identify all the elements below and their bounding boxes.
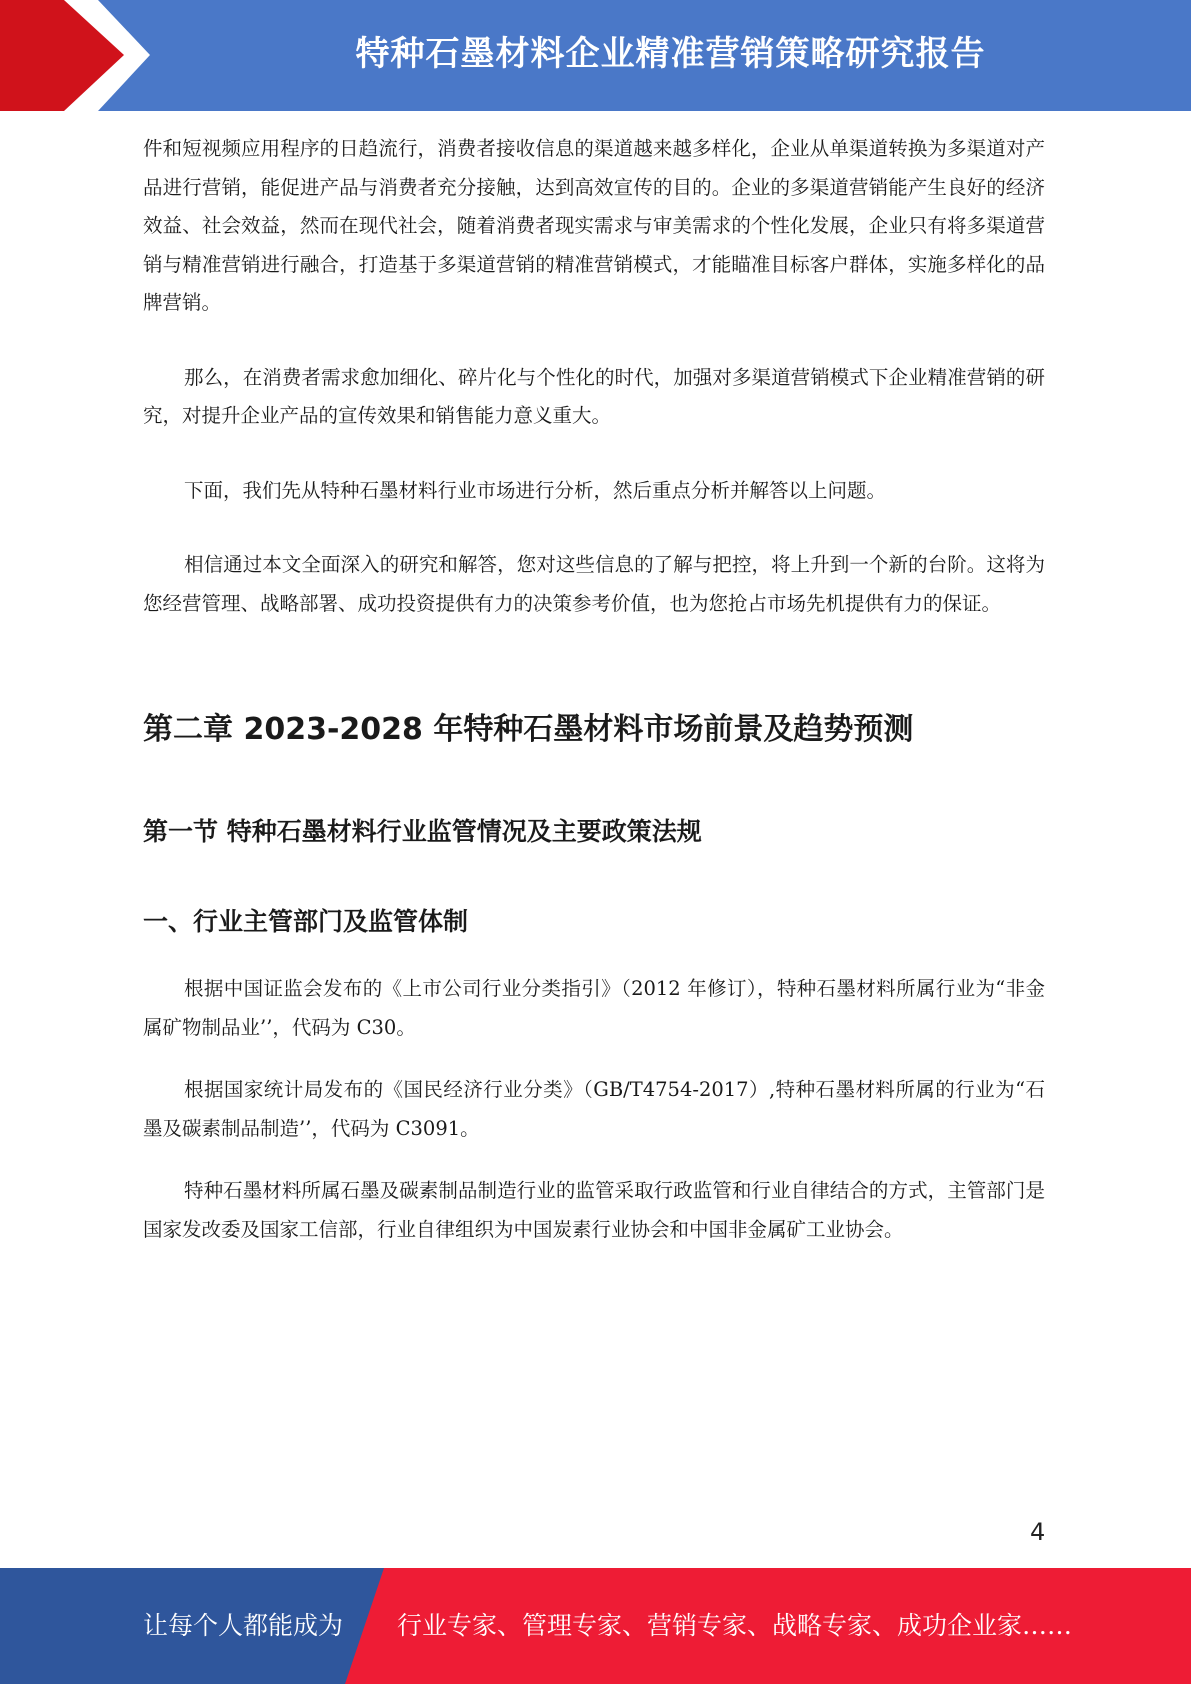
footer-slogan-left: 让每个人都能成为 — [143, 1611, 344, 1640]
regulation-paragraph-2: 根据国家统计局发布的《国民经济行业分类》（GB/T4754-2017）,特种石墨材料所属的行业为“石墨及碳素制品制造’’，代码为 C3091。 — [143, 1078, 1045, 1140]
footer-banner — [0, 1568, 1191, 1684]
report-title: 特种石墨材料企业精准营销策略研究报告 — [355, 34, 986, 74]
intro-paragraph-1: 件和短视频应用程序的日趋流行，消费者接收信息的渠道越来越多样化，企业从单渠道转换为多渠道对产品进行营销，能促进产品与消费者充分接触，达到高效宣传的目的。企业的多渠道营销能产生良好的经济效益、社会效益，然而在现代社会，随着消费者现实需求与审美需求的个性化发展，企业只有将多渠道营销与精准营销进行融合，打造基于多渠道营销的精准营销模式，才能瞄准目标客户群体，实施多样化的品牌营销。 — [143, 137, 1045, 314]
footer-slogan-right: 行业专家、管理专家、营销专家、战略专家、成功企业家…… — [397, 1611, 1073, 1640]
intro-paragraph-3: 下面，我们先从特种石墨材料行业市场进行分析，然后重点分析并解答以上问题。 — [184, 478, 887, 502]
subsection-title: 一、行业主管部门及监管体制 — [143, 907, 469, 936]
chapter-title: 第二章 2023-2028 年特种石墨材料市场前景及趋势预测 — [143, 712, 914, 747]
header-banner — [0, 0, 1191, 111]
intro-paragraph-2: 那么，在消费者需求愈加细化、碎片化与个性化的时代，加强对多渠道营销模式下企业精准营销的研究，对提升企业产品的宣传效果和销售能力意义重大。 — [143, 365, 1045, 427]
page-number: 4 — [1030, 1518, 1046, 1546]
intro-paragraph-4: 相信通过本文全面深入的研究和解答，您对这些信息的了解与把控，将上升到一个新的台阶。这将为您经营管理、战略部署、成功投资提供有力的决策参考价值，也为您抢占市场先机提供有力的保证。 — [143, 553, 1045, 615]
section-title: 第一节 特种石墨材料行业监管情况及主要政策法规 — [143, 817, 702, 846]
regulation-paragraph-1: 根据中国证监会发布的《上市公司行业分类指引》（2012 年修订），特种石墨材料所属行业为“非金属矿物制品业’’，代码为 C30。 — [143, 977, 1045, 1039]
subsection-body — [143, 970, 1045, 1249]
regulation-paragraph-3: 特种石墨材料所属石墨及碳素制品制造行业的监管采取行政监管和行业自律结合的方式，主管部门是国家发改委及国家工信部，行业自律组织为中国炭素行业协会和中国非金属矿工业协会。 — [143, 1179, 1045, 1241]
intro-section — [143, 130, 1045, 623]
